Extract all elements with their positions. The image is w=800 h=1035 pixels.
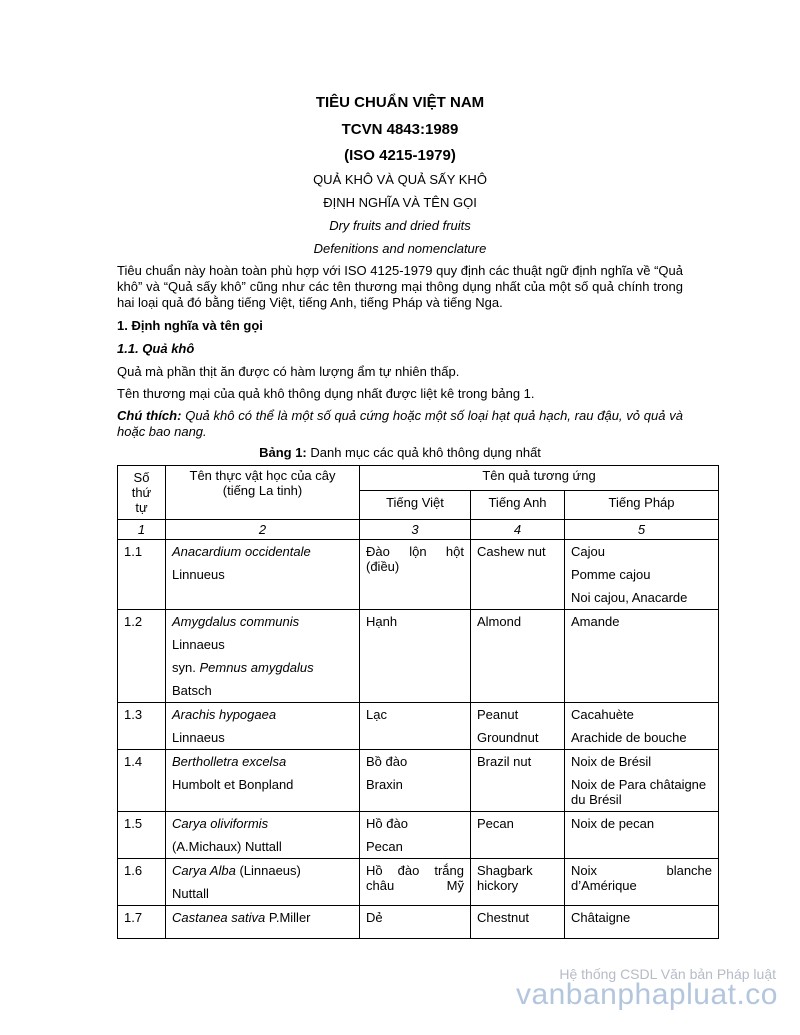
name-vi: Dẻ [360, 906, 471, 939]
botanical-author: (A.Michaux) Nuttall [172, 839, 282, 854]
title-vi-line2: ĐỊNH NGHĨA VÀ TÊN GỌI [323, 195, 477, 210]
table-row [118, 750, 719, 812]
name-fr-1: Cajou [571, 544, 605, 559]
watermark-caption: Hệ thống CSDL Văn bản Pháp luật [559, 966, 776, 982]
header-en: Tiếng Anh [471, 491, 565, 520]
header-vi: Tiếng Việt [360, 491, 471, 520]
row-number: 1.6 [118, 859, 166, 906]
name-vi-1: Hồ đào [366, 816, 408, 831]
header-country-standard: TIÊU CHUẨN VIỆT NAM [315, 94, 485, 111]
title-en-line1: Dry fruits and dried fruits [329, 218, 471, 233]
name-vi-1: Bồ đào [366, 754, 408, 769]
col-number-2: 2 [166, 520, 360, 540]
title-vi-line1: QUẢ KHÔ VÀ QUẢ SẤY KHÔ [313, 172, 487, 187]
botanical-author: Humbolt et Bonpland [172, 777, 294, 792]
name-en [471, 703, 565, 750]
note-label: Chú thích: [117, 408, 182, 423]
botanical-name [166, 750, 360, 812]
botanical-species-line [172, 863, 353, 878]
botanical-name [166, 812, 360, 859]
table-number-row [118, 520, 719, 540]
table-row [118, 540, 719, 610]
name-en: Pecan [471, 812, 565, 859]
row-number: 1.1 [118, 540, 166, 610]
name-fr: Noix blanche d’Amérique [565, 859, 719, 906]
botanical-species: Arachis hypogaea [172, 707, 277, 722]
table-header-row [118, 466, 719, 491]
intro-paragraph: Tiêu chuẩn này hoàn toàn phù hợp với ISO 4125-1979 quy định các thuật ngữ định nghĩa về “Quả khô” và “Quả sấy khô” cũng như các tên thương mại thông dụng nhất của một số quả chính trong hai loại quả đó bằng tiếng Việt, tiếng Anh, tiếng Pháp và tiếng Nga. [117, 263, 683, 310]
synonym-species: Pemnus amygdalus [199, 660, 314, 675]
name-fr-3: Noi cajou, Anacarde [571, 590, 688, 605]
botanical-species: Carya oliviformis [172, 816, 269, 831]
trade-names-text: Tên thương mại của quả khô thông dụng nhất được liệt kê trong bảng 1. [117, 386, 535, 401]
name-vi-2: Braxin [366, 777, 403, 792]
name-en: Shagbark hickory [471, 859, 565, 906]
title-en-line2: Defenitions and nomenclature [313, 241, 487, 256]
name-fr: Amande [565, 610, 719, 703]
name-vi-2: Pecan [366, 839, 403, 854]
synonym-author: Batsch [172, 683, 212, 698]
col-number-3: 3 [360, 520, 471, 540]
name-fr-1: Cacahuète [571, 707, 634, 722]
table-caption-label: Bảng 1: [259, 445, 307, 460]
botanical-name [166, 906, 360, 939]
row-number: 1.3 [118, 703, 166, 750]
table-caption-text: Danh mục các quả khô thông dụng nhất [306, 445, 541, 460]
watermark-site-logo: vanbanphapluat.co [515, 978, 778, 1011]
name-en: Almond [471, 610, 565, 703]
definition-text: Quả mà phần thịt ăn được có hàm lượng ẩm tự nhiên thấp. [117, 364, 460, 379]
botanical-species: Anacardium occidentale [172, 544, 311, 559]
botanical-species: Castanea sativa [172, 910, 266, 925]
name-en: Cashew nut [471, 540, 565, 610]
name-vi: Hồ đào trắng châu Mỹ [360, 859, 471, 906]
table-caption [0, 445, 800, 460]
note-paragraph [117, 408, 683, 440]
name-fr: Noix de pecan [565, 812, 719, 859]
row-number: 1.4 [118, 750, 166, 812]
botanical-author-inline: (Linnaeus) [235, 863, 301, 878]
synonym-prefix: syn. [172, 660, 200, 675]
col-number-1: 1 [118, 520, 166, 540]
table-row [118, 812, 719, 859]
name-vi: Hạnh [360, 610, 471, 703]
botanical-author-inline: P.Miller [265, 910, 311, 925]
row-number: 1.5 [118, 812, 166, 859]
botanical-name [166, 703, 360, 750]
botanical-name [166, 540, 360, 610]
botanical-name [166, 610, 360, 703]
note-text: Quả khô có thể là một số quả cứng hoặc một số loại hạt quả hạch, rau đậu, vỏ quả và hoặc bao nang. [117, 408, 683, 439]
name-fr: Châtaigne [565, 906, 719, 939]
name-fr [565, 540, 719, 610]
botanical-author: Linnaeus [172, 637, 225, 652]
dry-fruits-table [117, 465, 719, 939]
botanical-author: Linnueus [172, 567, 225, 582]
name-fr-2: Arachide de bouche [571, 730, 687, 745]
table-row [118, 610, 719, 703]
table-row [118, 703, 719, 750]
section-1-heading: 1. Định nghĩa và tên gọi [117, 318, 263, 333]
botanical-name [166, 859, 360, 906]
botanical-synonym [172, 660, 353, 675]
name-en-1: Peanut [477, 707, 519, 722]
header-botanical: Tên thực vật học của cây (tiếng La tinh) [166, 466, 360, 520]
table-row [118, 859, 719, 906]
name-en: Chestnut [471, 906, 565, 939]
header-names: Tên quả tương ứng [360, 466, 719, 491]
col-number-5: 5 [565, 520, 719, 540]
header-fr: Tiếng Pháp [565, 491, 719, 520]
section-1-1-heading: 1.1. Quả khô [117, 341, 195, 356]
name-fr-1: Noix de Brésil [571, 754, 652, 769]
name-vi: Đào lộn hột (điều) [360, 540, 471, 610]
name-vi: Lạc [360, 703, 471, 750]
col-number-4: 4 [471, 520, 565, 540]
name-fr-2: Noix de Para châtaigne du Brésil [571, 777, 707, 807]
header-iso-number: (ISO 4215-1979) [344, 147, 456, 164]
row-number: 1.7 [118, 906, 166, 939]
name-en: Brazil nut [471, 750, 565, 812]
header-standard-number: TCVN 4843:1989 [341, 121, 459, 138]
name-vi [360, 750, 471, 812]
name-fr-2: Pomme cajou [571, 567, 651, 582]
name-fr [565, 703, 719, 750]
row-number: 1.2 [118, 610, 166, 703]
header-no: Số thứ tự [118, 466, 166, 520]
botanical-species: Amygdalus communis [172, 614, 300, 629]
name-en-2: Groundnut [477, 730, 539, 745]
botanical-author: Nuttall [172, 886, 209, 901]
name-fr [565, 750, 719, 812]
name-vi [360, 812, 471, 859]
botanical-author: Linnaeus [172, 730, 225, 745]
botanical-species: Bertholletra excelsa [172, 754, 287, 769]
botanical-species: Carya Alba [172, 863, 236, 878]
table-row [118, 906, 719, 939]
